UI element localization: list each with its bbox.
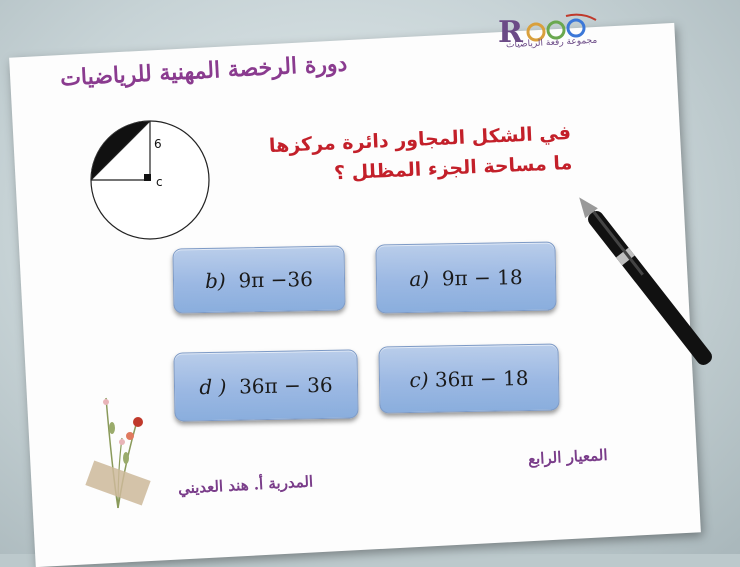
option-c-letter: c) — [409, 367, 429, 392]
option-d-button[interactable] — [173, 349, 358, 421]
course-title: دورة الرخصة المهنية للرياضيات — [59, 50, 348, 92]
center-label: c — [156, 175, 163, 189]
right-angle-mark — [144, 174, 151, 181]
pen-icon — [565, 188, 735, 393]
option-d-text: 36π − 36 — [238, 372, 333, 398]
option-a-button[interactable] — [375, 241, 556, 313]
option-b-letter: b) — [204, 268, 226, 293]
option-a-letter: a) — [409, 266, 430, 291]
option-d-letter: d ) — [199, 374, 227, 399]
logo-text: مجموعة رفعة الرياضيات — [505, 35, 598, 51]
option-c-button[interactable] — [378, 343, 559, 413]
radius-label: 6 — [154, 137, 162, 151]
svg-text:R: R — [498, 15, 523, 50]
circle-figure — [88, 118, 212, 242]
trainer-name: المدربة أ. هند العديني — [177, 472, 314, 498]
option-a-text: 9π − 18 — [441, 264, 523, 290]
standard-label: المعيار الرابع — [527, 445, 608, 469]
question-line-2: ما مساحة الجزء المظلل ؟ — [333, 151, 573, 185]
option-b-button[interactable] — [172, 246, 345, 314]
option-c-text: 36π − 18 — [434, 365, 529, 392]
option-b-text: 9π −36 — [238, 266, 314, 292]
flower-decoration-icon — [82, 388, 154, 516]
question-line-1: في الشكل المجاور دائرة مركزها — [268, 121, 572, 158]
